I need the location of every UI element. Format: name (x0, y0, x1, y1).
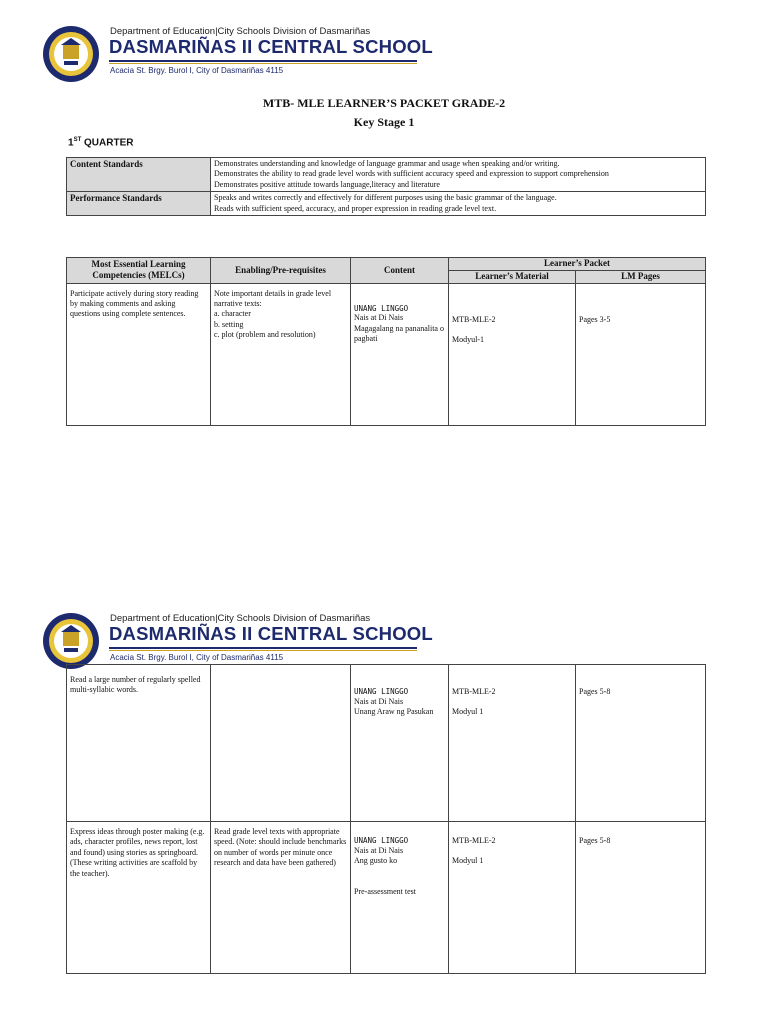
content-line: Nais at Di Nais (354, 313, 404, 323)
content-cell (351, 665, 449, 822)
performance-standards-text (211, 192, 706, 216)
material-cell (449, 665, 576, 822)
melc-cell: Participate actively during story reading by making comments and asking questions using complete sentences. (67, 283, 211, 425)
material-line: MTB-MLE-2 (452, 836, 496, 845)
content-standard-line: Demonstrates understanding and knowledge of language grammar and usage when speaking and/or writing. (214, 159, 560, 168)
melc-cell: Read a large number of regularly spelled multi-syllabic words. (67, 665, 211, 822)
enabling-line: Note important details in grade level narrative texts: (214, 288, 332, 309)
material-cell (449, 822, 576, 974)
enabling-line: b. setting (214, 319, 244, 329)
table-row (67, 665, 706, 822)
content-cell (351, 283, 449, 425)
school-seal-logo (42, 612, 100, 670)
department-line: Department of Education|City Schools Division of Dasmariñas (110, 26, 371, 37)
school-seal-logo (42, 25, 100, 83)
school-name: DASMARIÑAS II CENTRAL SCHOOL (109, 623, 433, 644)
melc-table-continued (66, 664, 706, 974)
melc-cell: Express ideas through poster making (e.g. ads, character profiles, news report, lost and found) using stories as springboard. (These writing activities are scaffold by the teacher). (67, 822, 211, 974)
header-rule (109, 60, 417, 62)
material-line: Modyul-1 (452, 335, 484, 345)
content-cell (351, 822, 449, 974)
letterhead (42, 612, 442, 670)
header-melcs: Most Essential Learning Competencies (MELCs) (67, 258, 211, 284)
enabling-cell (211, 283, 351, 425)
header-rule-accent (109, 650, 417, 651)
quarter-number: 1 (68, 137, 74, 149)
content-line: Unang Araw ng Pasukan (354, 707, 434, 717)
content-standards-label: Content Standards (67, 158, 211, 192)
content-line: UNANG LINGGO (354, 687, 409, 696)
performance-standards-label: Performance Standards (67, 192, 211, 216)
material-line: Modyul 1 (452, 707, 484, 717)
material-line: Modyul 1 (452, 856, 484, 866)
content-line: Nais at Di Nais (354, 845, 404, 855)
content-line: Ang gusto ko (354, 856, 398, 866)
header-enabling: Enabling/Pre-requisites (211, 258, 351, 284)
content-line: Pre-assessment test (354, 886, 416, 896)
header-learners-packet: Learner’s Packet (449, 258, 706, 271)
enabling-line: a. character (214, 309, 251, 319)
performance-standard-line: Speaks and writes correctly and effectively for different purposes using the basic grammar of the language. (214, 193, 557, 203)
standards-table (66, 157, 706, 216)
school-name: DASMARIÑAS II CENTRAL SCHOOL (109, 36, 433, 57)
enabling-line: c. plot (problem and resolution) (214, 330, 316, 340)
table-row (67, 283, 706, 425)
header-lm-pages: LM Pages (576, 270, 706, 283)
melc-table (66, 257, 706, 426)
content-line: Nais at Di Nais (354, 696, 404, 706)
content-standards-row (67, 158, 706, 192)
quarter-word: QUARTER (81, 137, 134, 149)
quarter-suffix: ST (73, 137, 82, 143)
header-rule (109, 647, 417, 649)
school-address: Acacia St. Brgy. Burol I, City of Dasmariñas 4115 (110, 653, 284, 662)
packet-title: MTB- MLE LEARNER’S PACKET GRADE-2 (262, 96, 506, 110)
enabling-cell: Read grade level texts with appropriate speed. (Note: should include benchmarks on number of words per minute once research and data have been gathered) (211, 822, 351, 974)
lm-pages-cell: Pages 5-8 (576, 665, 706, 822)
enabling-cell (211, 665, 351, 822)
material-line: MTB-MLE-2 (452, 314, 496, 324)
performance-standard-line: Reads with sufficient speed, accuracy, and proper expression in reading grade level text. (214, 203, 497, 213)
content-line: Magagalang na pananalita o pagbati (354, 323, 444, 344)
material-cell (449, 283, 576, 425)
department-line: Department of Education|City Schools Division of Dasmariñas (110, 613, 371, 624)
content-standard-line: Demonstrates positive attitude towards language,literacy and literature (214, 179, 440, 189)
content-standard-line: Demonstrates the ability to read grade level words with sufficient accuracy speed and expression to support comprehension (214, 169, 609, 179)
letterhead (42, 25, 442, 83)
content-standards-text (211, 158, 706, 192)
content-line: UNANG LINGGO (354, 836, 409, 845)
lm-pages-cell: Pages 3-5 (576, 283, 706, 425)
quarter-label (68, 137, 133, 148)
lm-pages-cell: Pages 5-8 (576, 822, 706, 974)
school-address: Acacia St. Brgy. Burol I, City of Dasmariñas 4115 (110, 66, 284, 75)
key-stage: Key Stage 1 (353, 115, 415, 129)
header-learners-material: Learner’s Material (449, 270, 576, 283)
table-row (67, 822, 706, 974)
header-content: Content (351, 258, 449, 284)
performance-standards-row (67, 192, 706, 216)
material-line: MTB-MLE-2 (452, 687, 496, 696)
content-line: UNANG LINGGO (354, 303, 409, 313)
header-rule-accent (109, 63, 417, 64)
